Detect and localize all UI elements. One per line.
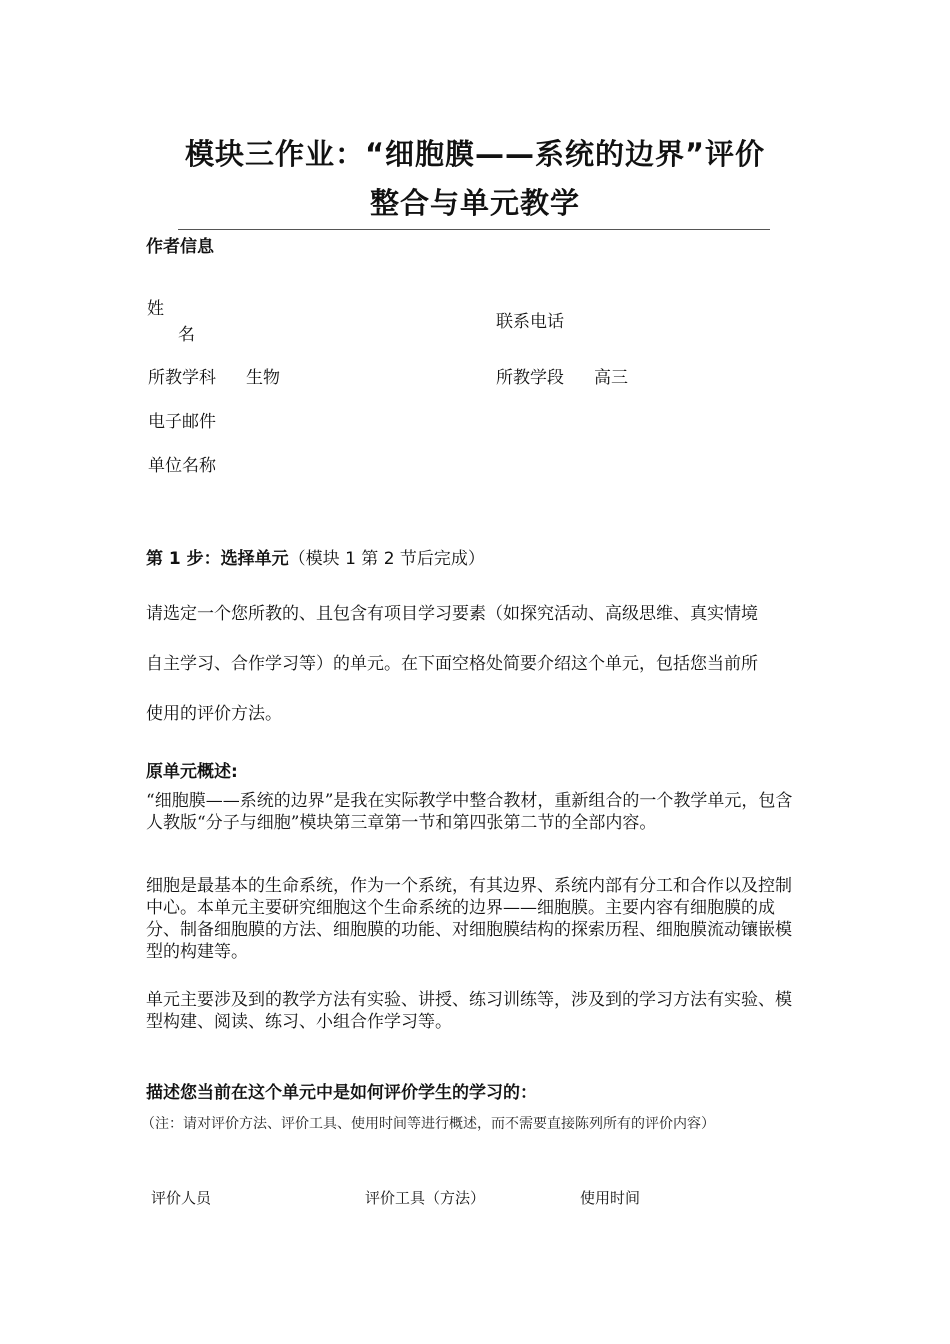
name-label-1: 姓 bbox=[147, 299, 164, 319]
step1-heading bbox=[146, 544, 485, 569]
column-header-tools: 评价工具（方法） bbox=[365, 1189, 486, 1207]
step1-heading-bold: 第 1 步：选择单元 bbox=[146, 549, 289, 569]
overview-paragraph-3: 单元主要涉及到的教学方法有实验、讲授、练习训练等，涉及到的学习方法有实验、模型构建、阅读、练习、小组合作学习等。 bbox=[146, 990, 792, 1032]
step1-heading-note: （模块 1 第 2 节后完成） bbox=[288, 549, 485, 569]
subject-label: 所教学科 bbox=[148, 368, 216, 388]
grade-label: 所教学段 bbox=[496, 368, 564, 388]
grade-value: 高三 bbox=[594, 368, 628, 388]
title-divider bbox=[178, 229, 770, 230]
instruction-line-1: 请选定一个您所教的、且包含有项目学习要素（如探究活动、高级思维、真实情境 bbox=[146, 604, 758, 624]
evaluation-note: （注：请对评价方法、评价工具、使用时间等进行概述，而不需要直接陈列所有的评价内容） bbox=[141, 1116, 715, 1132]
phone-label: 联系电话 bbox=[496, 312, 564, 332]
page-title: 模块三作业：“细胞膜——系统的边界”评价 bbox=[184, 137, 766, 171]
name-label-2: 名 bbox=[178, 325, 195, 345]
overview-paragraph-2: 细胞是最基本的生命系统，作为一个系统，有其边界、系统内部有分工和合作以及控制中心。本单元主要研究细胞这个生命系统的边界——细胞膜。主要内容有细胞膜的成分、制备细胞膜的方法、细胞膜的功能、对细胞膜结构的探索历程、细胞膜流动镶嵌模型的构建等。 bbox=[146, 876, 792, 962]
page-subtitle: 整合与单元教学 bbox=[369, 186, 580, 220]
unit-label: 单位名称 bbox=[148, 456, 216, 476]
author-info-heading: 作者信息 bbox=[146, 237, 214, 257]
instruction-line-2: 自主学习、合作学习等）的单元。在下面空格处简要介绍这个单元，包括您当前所 bbox=[146, 654, 758, 674]
overview-heading: 原单元概述: bbox=[146, 762, 238, 782]
instruction-line-3: 使用的评价方法。 bbox=[146, 704, 282, 724]
subject-value: 生物 bbox=[246, 368, 280, 388]
overview-paragraph-1: “细胞膜——系统的边界”是我在实际教学中整合教材，重新组合的一个教学单元，包含人教版“分子与细胞”模块第三章第一节和第四张第二节的全部内容。 bbox=[146, 791, 793, 833]
column-header-time: 使用时间 bbox=[580, 1189, 641, 1207]
evaluation-heading: 描述您当前在这个单元中是如何评价学生的学习的： bbox=[146, 1083, 537, 1103]
email-label: 电子邮件 bbox=[148, 412, 216, 432]
column-header-evaluators: 评价人员 bbox=[151, 1189, 212, 1207]
